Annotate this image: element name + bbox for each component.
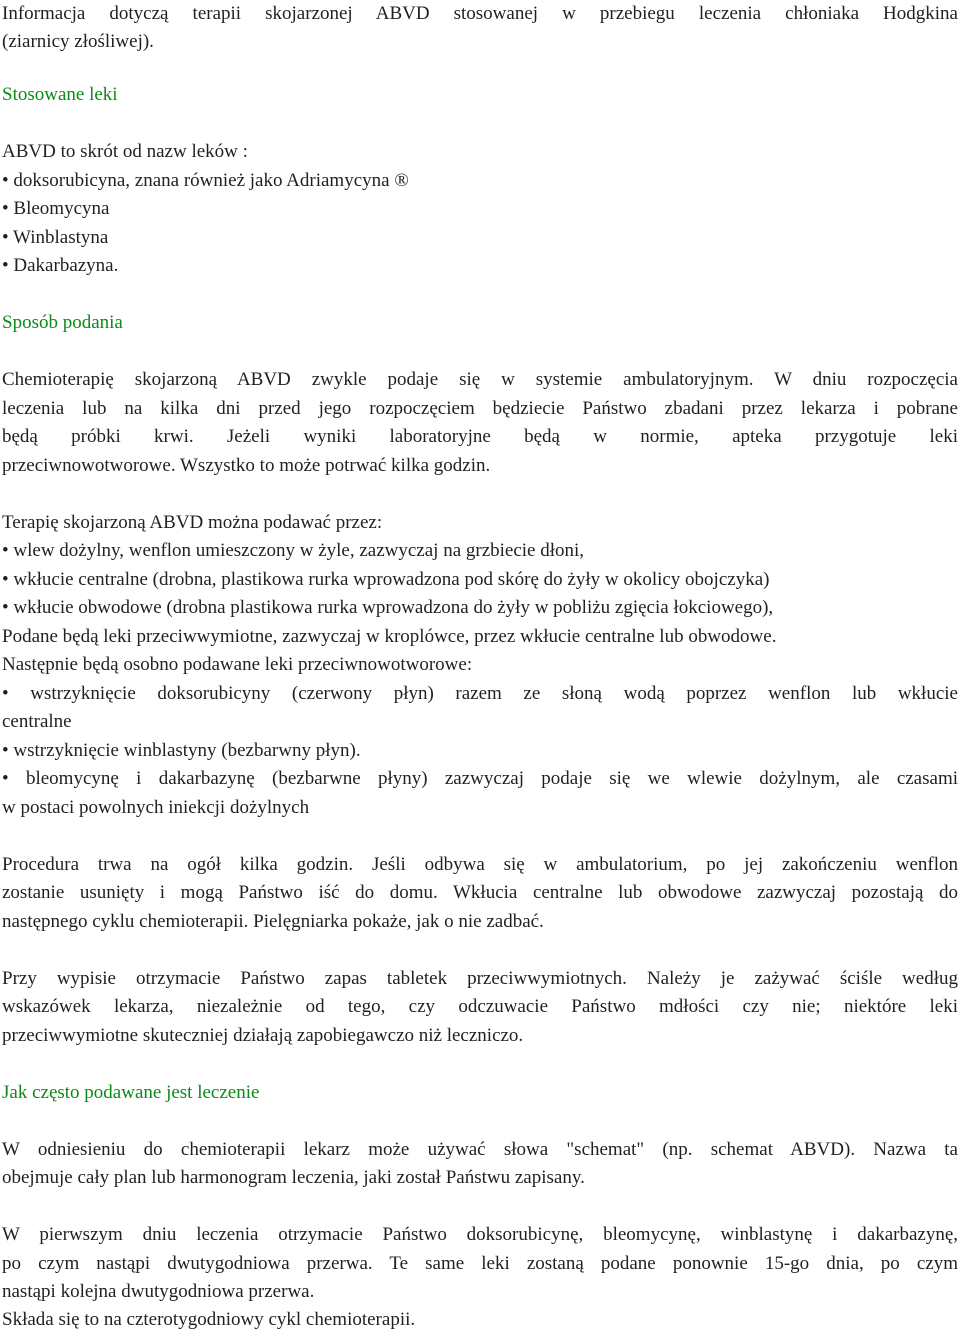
admin-text-line: zostanie usunięty i mogą Państwo iść do domu. Wkłucia centralne lub obwodowe zazwyczaj pozostają do xyxy=(2,882,958,903)
schedule-text-line: W pierwszym dniu leczenia otrzymacie Państwo doksorubicynę, bleomycynę, winblastynę i dakarbazynę, xyxy=(2,1224,958,1245)
schedule-text-line: obejmuje cały plan lub harmonogram leczenia, jaki został Państwu zapisany. xyxy=(2,1167,585,1188)
admin-list-item: • bleomycynę i dakarbazynę (bezbarwne płyny) zazwyczaj podaje się we wlewie dożylnym, ale czasami xyxy=(2,768,958,789)
admin-text-line: Terapię skojarzoną ABVD można podawać przez: xyxy=(2,512,383,533)
admin-text-line: w postaci powolnych iniekcji dożylnych xyxy=(2,797,310,818)
drug-item: • Bleomycyna xyxy=(2,198,110,219)
heading-drugs: Stosowane leki xyxy=(2,84,118,105)
admin-text-line: Następnie będą osobno podawane leki przeciwnowotworowe: xyxy=(2,654,473,675)
intro-line-1: Informacja dotyczą terapii skojarzonej ABVD stosowanej w przebiegu leczenia chłoniaka Hodgkina xyxy=(2,3,958,24)
admin-text-line: leczenia lub na kilka dni przed jego rozpoczęciem będziecie Państwo zbadani przez lekarza i pobrane xyxy=(2,398,958,419)
admin-list-item: • wkłucie centralne (drobna, plastikowa rurka wprowadzona pod skórę do żyły w okolicy obojczyka) xyxy=(2,569,770,590)
schedule-text-line: po czym nastąpi dwutygodniowa przerwa. Te same leki zostaną podane ponownie 15-go dnia, po czym xyxy=(2,1253,958,1274)
drugs-lead: ABVD to skrót od nazw leków : xyxy=(2,141,248,162)
heading-administration: Sposób podania xyxy=(2,312,123,333)
admin-list-item: • wlew dożylny, wenflon umieszczony w żyle, zazwyczaj na grzbiecie dłoni, xyxy=(2,540,585,561)
admin-text-line: następnego cyklu chemioterapii. Pielęgniarka pokaże, jak o nie zadbać. xyxy=(2,911,544,932)
schedule-text-line: Składa się to na czterotygodniowy cykl chemioterapii. xyxy=(2,1309,416,1330)
admin-list-item: • wstrzyknięcie doksorubicyny (czerwony płyn) razem ze słoną wodą poprzez wenflon lub wkłucie xyxy=(2,683,958,704)
intro-line-2: (ziarnicy złośliwej). xyxy=(2,31,154,52)
admin-text-line: Chemioterapię skojarzoną ABVD zwykle podaje się w systemie ambulatoryjnym. W dniu rozpoczęcia xyxy=(2,369,958,390)
schedule-text-line: W odniesieniu do chemioterapii lekarz może używać słowa "schemat" (np. schemat ABVD). Nazwa ta xyxy=(2,1139,958,1160)
admin-list-item: • wkłucie obwodowe (drobna plastikowa rurka wprowadzona do żyły w pobliżu zgięcia łokciowego), xyxy=(2,597,774,618)
drug-item: • Dakarbazyna. xyxy=(2,255,119,276)
admin-text-line: Procedura trwa na ogół kilka godzin. Jeśli odbywa się w ambulatorium, po jej zakończeniu wenflon xyxy=(2,854,958,875)
admin-text-line: przeciwwymiotne skuteczniej działają zapobiegawczo niż leczniczo. xyxy=(2,1025,524,1046)
admin-text-line: centralne xyxy=(2,711,72,732)
schedule-text-line: nastąpi kolejna dwutygodniowa przerwa. xyxy=(2,1281,315,1302)
drug-item: • Winblastyna xyxy=(2,227,109,248)
drug-item: • doksorubicyna, znana również jako Adriamycyna ® xyxy=(2,170,409,191)
admin-text-line: przeciwnowotworowe. Wszystko to może potrwać kilka godzin. xyxy=(2,455,491,476)
admin-text-line: wskazówek lekarza, niezależnie od tego, czy odczuwacie Państwo mdłości czy nie; niektóre leki xyxy=(2,996,958,1017)
heading-schedule: Jak często podawane jest leczenie xyxy=(2,1082,260,1103)
admin-text-line: będą próbki krwi. Jeżeli wyniki laboratoryjne będą w normie, apteka przygotuje leki xyxy=(2,426,958,447)
admin-text-line: Podane będą leki przeciwwymiotne, zazwyczaj w kroplówce, przez wkłucie centralne lub obwodowe. xyxy=(2,626,777,647)
admin-text-line: Przy wypisie otrzymacie Państwo zapas tabletek przeciwwymiotnych. Należy je zażywać ściśle według xyxy=(2,968,958,989)
admin-list-item: • wstrzyknięcie winblastyny (bezbarwny płyn). xyxy=(2,740,361,761)
